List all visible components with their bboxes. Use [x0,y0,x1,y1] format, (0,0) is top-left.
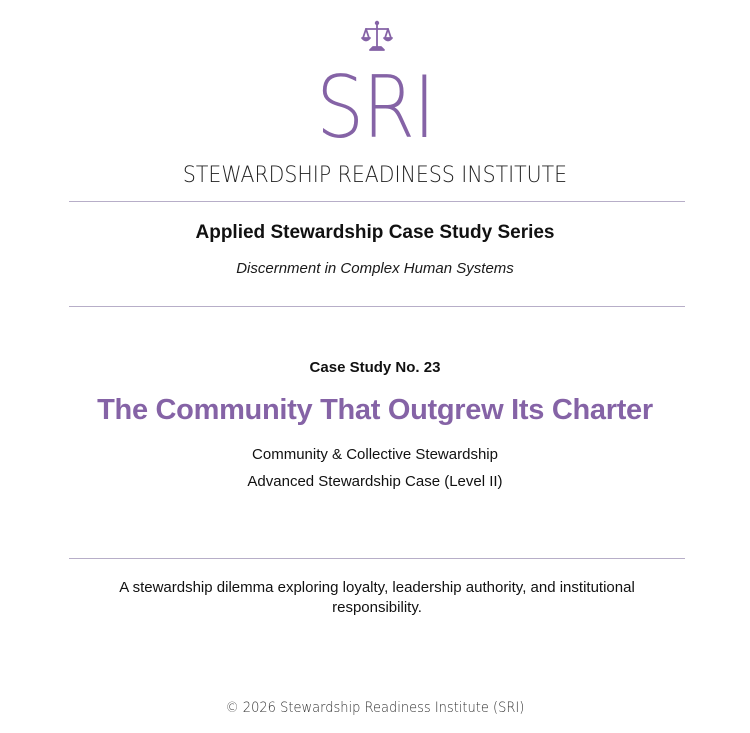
case-level: Advanced Stewardship Case (Level II) [247,473,503,490]
brand-acronym: SRI [316,58,434,158]
divider-top [69,201,685,202]
copyright-notice: © 2026 Stewardship Readiness Institute (SRI) [225,700,525,716]
series-subtitle: Discernment in Complex Human Systems [236,260,514,277]
case-category: Community & Collective Stewardship [252,446,498,463]
case-number: Case Study No. 23 [309,359,441,376]
divider-middle [69,306,685,307]
series-title: Applied Stewardship Case Study Series [195,222,555,243]
case-title: The Community That Outgrew Its Charter [97,394,653,426]
case-description: A stewardship dilemma exploring loyalty, leadership authority, and institutional responsibility. [119,579,635,616]
scales-of-justice-icon [360,19,394,53]
divider-bottom [69,558,685,559]
organization-name: STEWARDSHIP READINESS INSTITUTE [182,163,568,188]
